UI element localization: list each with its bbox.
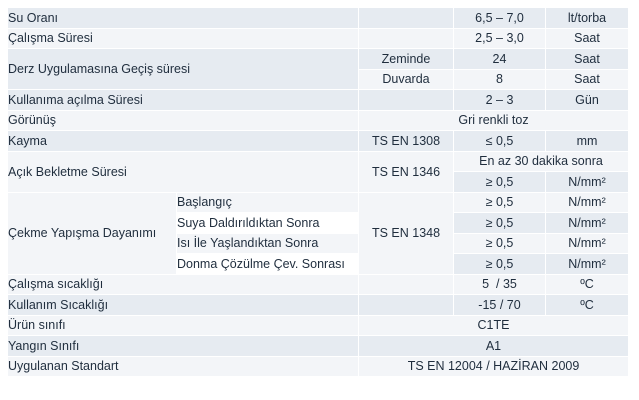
row-unit: mm — [545, 131, 628, 151]
sub-label: Donma Çözülme Çev. Sonrası — [176, 254, 358, 274]
row-value: ≤ 0,5 — [453, 131, 545, 151]
row-value: -15 / 70 — [453, 295, 545, 315]
row-unit: Gün — [545, 90, 628, 110]
table-row — [8, 90, 628, 110]
row-label: Derz Uygulamasına Geçiş süresi — [8, 49, 358, 89]
row-label: Açık Bekletme Süresi — [8, 152, 358, 192]
table-row — [8, 49, 628, 69]
row-value: ≥ 0,5 — [453, 193, 545, 213]
row-unit: ºC — [545, 275, 628, 295]
row-label: Ürün sınıfı — [8, 316, 358, 336]
row-label: Çalışma sıcaklığı — [8, 275, 358, 295]
table-row — [8, 29, 628, 49]
row-standard: TS EN 1348 — [358, 193, 453, 274]
table-row — [8, 275, 628, 295]
row-value: 2,5 – 3,0 — [453, 29, 545, 49]
row-unit: Saat — [545, 29, 628, 49]
row-label: Uygulanan Standart — [8, 357, 358, 377]
table-row — [8, 111, 628, 131]
row-label: Çalışma Süresi — [8, 29, 358, 49]
row-label: Kayma — [8, 131, 358, 151]
row-label: Kullanım Sıcaklığı — [8, 295, 358, 315]
row-unit: N/mm² — [545, 172, 628, 192]
row-value: A1 — [358, 336, 628, 356]
table-row — [8, 316, 628, 336]
sub-label: Duvarda — [358, 70, 453, 90]
row-standard: TS EN 1346 — [358, 152, 453, 192]
table-row — [8, 131, 628, 151]
row-label: Kullanıma açılma Süresi — [8, 90, 358, 110]
row-note: En az 30 dakika sonra — [453, 152, 628, 172]
row-unit: ºC — [545, 295, 628, 315]
row-value: 6,5 – 7,0 — [453, 8, 545, 28]
row-value: ≥ 0,5 — [453, 254, 545, 274]
row-standard: TS EN 1308 — [358, 131, 453, 151]
row-unit: N/mm² — [545, 193, 628, 213]
sub-label: Zeminde — [358, 49, 453, 69]
table-row — [8, 295, 628, 315]
row-unit: N/mm² — [545, 254, 628, 274]
sub-label: Isı İle Yaşlandıktan Sonra — [176, 234, 358, 254]
row-label: Çekme Yapışma Dayanımı — [8, 193, 176, 274]
row-unit: lt/torba — [545, 8, 628, 28]
row-value: TS EN 12004 / HAZİRAN 2009 — [358, 357, 628, 377]
sub-label: Suya Daldırıldıktan Sonra — [176, 213, 358, 233]
table-row — [8, 336, 628, 356]
table-row — [8, 8, 628, 28]
row-unit: N/mm² — [545, 234, 628, 254]
row-value: ≥ 0,5 — [453, 172, 545, 192]
row-label: Su Oranı — [8, 8, 358, 28]
row-label: Görünüş — [8, 111, 358, 131]
table-row — [8, 357, 628, 377]
row-value: ≥ 0,5 — [453, 213, 545, 233]
row-label: Yangın Sınıfı — [8, 336, 358, 356]
row-value: 24 — [453, 49, 545, 69]
row-unit: N/mm² — [545, 213, 628, 233]
technical-specs-table — [8, 7, 628, 377]
row-value: ≥ 0,5 — [453, 234, 545, 254]
row-unit: Saat — [545, 70, 628, 90]
row-value: 8 — [453, 70, 545, 90]
row-value: C1TE — [358, 316, 628, 336]
sub-label: Başlangıç — [176, 193, 358, 213]
table-row — [8, 152, 628, 172]
row-value: Gri renkli toz — [358, 111, 628, 131]
row-value: 2 – 3 — [453, 90, 545, 110]
row-unit: Saat — [545, 49, 628, 69]
table-row — [8, 193, 628, 213]
row-value: 5 / 35 — [453, 275, 545, 295]
